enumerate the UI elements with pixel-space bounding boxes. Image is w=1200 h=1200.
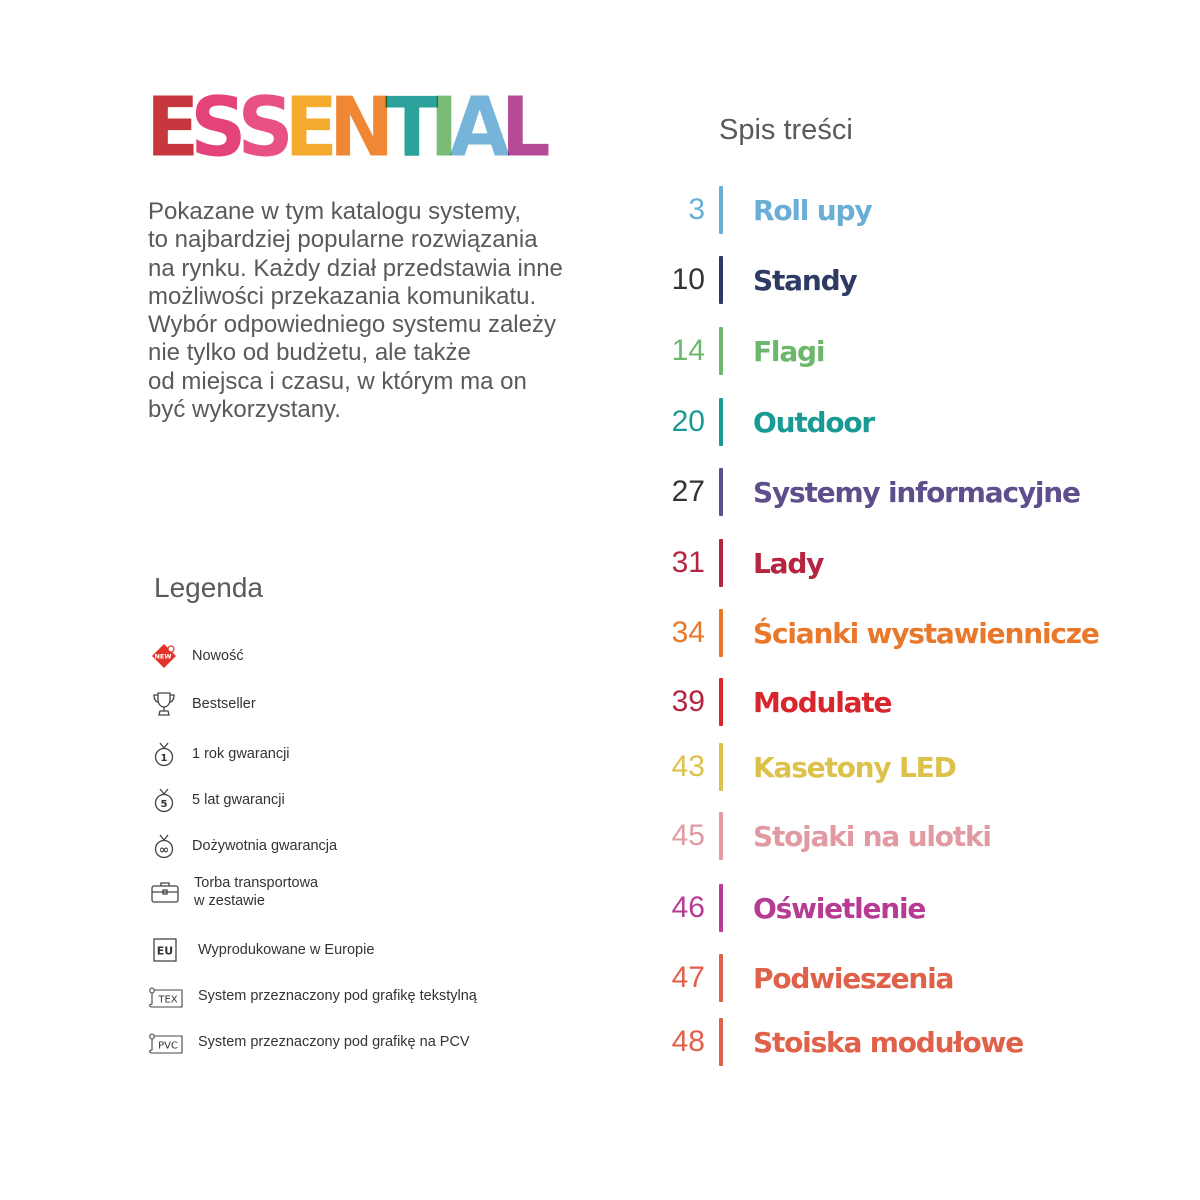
intro-line: Wybór odpowiedniego systemu zależy (148, 311, 556, 339)
legend-label: System przeznaczony pod grafikę tekstylną (198, 988, 477, 1004)
legend-item-pvc (148, 1026, 470, 1058)
toc-divider (719, 743, 723, 791)
toc-section-name: Modulate (753, 685, 892, 719)
toc-section-name: Standy (753, 263, 857, 297)
medal-5-icon (148, 784, 180, 816)
bag-icon (148, 876, 182, 908)
toc-section-name: Lady (753, 546, 824, 580)
legend-item-new (148, 640, 244, 672)
legend-title: Legenda (154, 572, 264, 603)
toc-page-number: 10 (671, 263, 705, 296)
legend-label: System przeznaczony pod grafikę na PCV (198, 1034, 470, 1050)
toc-item[interactable] (640, 539, 823, 587)
legend-label: 5 lat gwarancji (192, 792, 285, 808)
logo-letter: N (328, 80, 386, 176)
svg-text:∞: ∞ (159, 842, 169, 857)
intro-line: Pokazane w tym katalogu systemy, (148, 198, 522, 225)
toc-item[interactable] (640, 743, 956, 791)
intro-line: nie tylko od budżetu, ale także (148, 339, 471, 367)
trophy-icon (148, 688, 180, 720)
toc-page-number: 20 (671, 405, 705, 438)
logo-letter: S (237, 80, 285, 176)
toc-item[interactable] (640, 1018, 1023, 1066)
pvc-icon (148, 1026, 184, 1058)
toc-divider (719, 1018, 723, 1066)
intro-line: to najbardziej popularne rozwiązania (148, 226, 538, 254)
essential-logo (146, 80, 542, 176)
toc-divider (719, 398, 723, 446)
legend-label: Wyprodukowane w Europie (198, 942, 375, 958)
svg-text:5: 5 (160, 799, 168, 810)
toc-section-name: Systemy informacyjne (753, 475, 1080, 509)
toc-divider (719, 678, 723, 726)
logo-letter: A (449, 80, 501, 176)
logo-letter: I (429, 80, 450, 176)
legend-label-line: w zestawie (194, 893, 265, 909)
intro-line: na rynku. Każdy dział przedstawia inne (148, 254, 563, 282)
toc-item[interactable] (640, 186, 871, 234)
toc-item[interactable] (640, 678, 891, 726)
toc-section-name: Ścianki wystawiennicze (753, 616, 1099, 650)
toc-item[interactable] (640, 468, 1080, 516)
toc-section-name: Roll upy (753, 193, 872, 227)
logo-letter: L (500, 80, 542, 176)
legend-label: Dożywotnia gwarancja (192, 838, 338, 854)
legend-label: Bestseller (192, 696, 256, 712)
legend-label: Nowość (192, 648, 244, 664)
svg-text:TEX: TEX (158, 994, 178, 1006)
legend-item-tex (148, 980, 477, 1012)
legend-label: 1 rok gwarancji (192, 746, 290, 762)
legend-item-5-years (148, 784, 285, 816)
toc-item[interactable] (640, 884, 925, 932)
toc-section-name: Podwieszenia (753, 961, 954, 995)
intro-line: możliwości przekazania komunikatu. (148, 282, 537, 310)
toc-page-number: 43 (671, 750, 705, 783)
intro-line: od miejsca i czasu, w którym ma on (148, 367, 527, 395)
toc-page-number: 47 (671, 961, 705, 994)
toc-section-name: Flagi (753, 334, 825, 368)
toc-section-name: Stoiska modułowe (753, 1025, 1023, 1059)
legend-item-1-year (148, 738, 290, 770)
toc-item[interactable] (640, 609, 1099, 657)
toc-page-number: 46 (671, 891, 705, 924)
toc-divider (719, 609, 723, 657)
toc-divider (719, 539, 723, 587)
legend-item-bestseller (148, 688, 256, 720)
logo-letter: E (284, 80, 329, 176)
toc-page-number: 45 (671, 819, 705, 852)
logo-letter: T (385, 80, 430, 176)
svg-text:1: 1 (160, 753, 168, 764)
intro-line: być wykorzystany. (148, 396, 341, 424)
toc-page-number: 34 (671, 616, 705, 649)
legend-item-lifetime (148, 830, 337, 862)
toc-item[interactable] (640, 256, 856, 304)
toc-section-name: Oświetlenie (753, 891, 926, 925)
medal-infinity-icon (148, 830, 180, 862)
legend-label-line: Torba transportowa (194, 875, 319, 891)
svg-text:NEW: NEW (154, 652, 172, 661)
toc-page-number: 48 (671, 1025, 705, 1058)
toc-section-name: Stojaki na ulotki (753, 819, 991, 853)
toc-divider (719, 812, 723, 860)
toc-divider (719, 468, 723, 516)
toc-title: Spis treści (719, 114, 853, 146)
new-badge-icon (148, 640, 180, 672)
toc-divider (719, 954, 723, 1002)
toc-item[interactable] (640, 327, 824, 375)
toc-page-number: 39 (671, 685, 705, 718)
legend-label (194, 874, 318, 910)
svg-text:PVC: PVC (158, 1040, 178, 1052)
eu-icon (148, 934, 182, 966)
logo-letter: S (190, 80, 238, 176)
svg-text:EU: EU (156, 944, 174, 958)
toc-page-number: 27 (671, 475, 705, 508)
toc-section-name: Kasetony LED (753, 750, 956, 784)
medal-1-icon (148, 738, 180, 770)
legend-item-eu (148, 934, 374, 966)
toc-divider (719, 256, 723, 304)
toc-page-number: 3 (688, 193, 705, 226)
toc-divider (719, 884, 723, 932)
toc-page-number: 14 (671, 334, 705, 367)
tex-icon (148, 980, 184, 1012)
toc-divider (719, 186, 723, 234)
toc-item[interactable] (640, 954, 953, 1002)
intro-paragraph (148, 198, 608, 424)
toc-divider (719, 327, 723, 375)
toc-item[interactable] (640, 398, 874, 446)
legend-item-bag (148, 874, 318, 910)
toc-page-number: 31 (671, 546, 705, 579)
toc-item[interactable] (640, 812, 991, 860)
logo-letter: E (146, 80, 191, 176)
toc-section-name: Outdoor (753, 405, 875, 439)
